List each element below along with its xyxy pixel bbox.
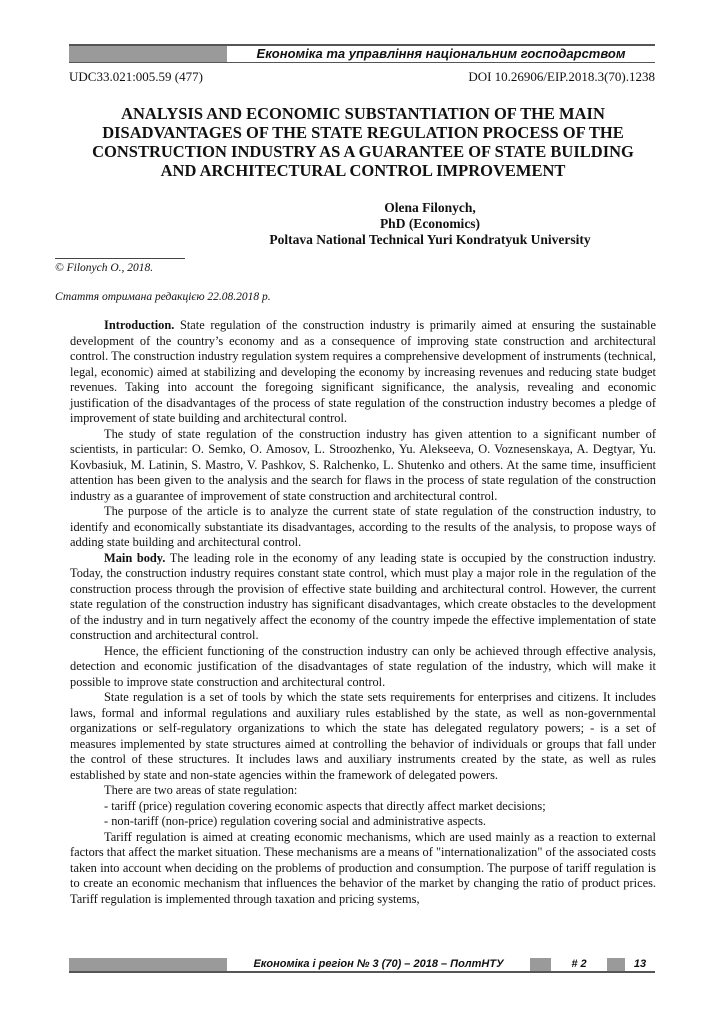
article-meta [69,69,655,85]
udc: UDC33.021:005.59 (477) [69,69,203,84]
paragraph: Hence, the efficient functioning of the construction industry can only be achieved through effective analysis, detection and economic justification of the disadvantages of state regulation of the industry, which will make it possible to improve state construction and architectural control. [70,643,656,689]
paragraph [70,318,656,427]
journal-section-title: Економіка та управління національним господарством [256,46,626,61]
paragraph: Tariff regulation is aimed at creating economic mechanisms, which are used mainly as a reaction to external factors that affect the market situation. These mechanisms are a means of "internationalization" of the associated costs taken into account when deciding on the problems of production and consumption. The purpose of tariff regulation is to create an economic mechanism that influences the behavior of the market by changing the ratio of product prices. Tariff regulation is implemented through taxation and pricing systems, [70,829,656,906]
footnote-rule [55,258,185,259]
article-title: ANALYSIS AND ECONOMIC SUBSTANTIATION OF THE MAIN DISADVANTAGES OF THE STATE REGULATION PROCESS OF THE CONSTRUCTION INDUSTRY AS A GUARANTEE OF STATE BUILDING AND ARCHITECTURAL CONTROL IMPROVEMENT [92,104,634,180]
copyright: © Filonych O., 2018. [55,262,154,274]
paragraph: There are two areas of state regulation: [104,783,298,797]
running-footer [69,958,655,973]
author-block [180,200,680,248]
author-affiliation: Poltava National Technical Yuri Kondratyuk University [269,232,591,247]
author-degree: PhD (Economics) [379,216,481,231]
article-body [70,318,656,907]
paragraph-text: State regulation of the construction industry is primarily aimed at ensuring the sustainable development of the country’s economy and as a consequence of improving state construction and architectural control. The construction industry regulation system requires a comprehensive development of instruments (technical, legal, economic) aimed at stabilizing and developing the economy by increasing revenues and reducing state budget revenues. Taking into account the foregoing significant significance, the analysis, revealing and economic justification of the disadvantages of the process of state regulation of the construction industry becomes a pledge of improvement of state building and architectural control. [70,318,656,425]
footer-journal: Економіка і регіон № 3 (70) – 2018 – ПолтНТУ [227,958,530,971]
section-heading: Main body. [104,550,166,565]
paragraph [70,551,656,644]
list-item: - tariff (price) regulation covering economic aspects that directly affect market decisions; [104,798,546,813]
footer-issue: # 2 [551,958,607,971]
paragraph: State regulation is a set of tools by which the state sets requirements for enterprises and citizens. It includes laws, formal and informal regulations and auxiliary rules established by the state, as well as non-governmental organizations or self-regulatory organizations to which the state has delegated regulatory powers; - is a set of measures implemented by state structures aimed at controlling the behavior of individuals or groups that fall under the control of these structures. It includes laws and auxiliary instruments created by the state, as well as rules established by state and non-state agencies within the framework of delegated powers. [70,690,656,782]
paragraph-text: The leading role in the economy of any leading state is occupied by the construction industry. Today, the construction industry requires constant state control, which must play a major role in the regulation of the construction process through the provision of effective state building and architectural control. However, the current state regulation of the construction industry has significant disadvantages, which create obstacles to the development of the industry and in turn negatively affect the economy of the country impede the effective implementation of state construction and architectural control. [70,550,656,642]
paragraph: The study of state regulation of the construction industry has given attention to a significant number of scientists, in particular: O. Semko, O. Amosov, L. Stroozhenko, Yu. Alekseeva, O. Voznesenskaya, A. Degtyar, Yu. Kovbasiuk, M. Latinin, S. Mastro, V. Pashkov, S. Ralchenko, L. Shutenko and others. At the same time, insufficient attention has been given to the analysis and the search for flaws in the process of state regulation of the construction industry as a guarantee of improvement of state construction and architectural control. [70,426,656,503]
paragraph: The purpose of the article is to analyze the current state of state regulation of the construction industry, to identify and economically substantiate its disadvantages, according to the results of the analysis, to propose ways of adding state building and architectural control. [70,504,656,549]
running-header [69,44,655,63]
received-date: Стаття отримана редакцією 22.08.2018 р. [55,291,271,303]
author-name: Olena Filonych, [384,200,476,215]
doi: DOI 10.26906/EIP.2018.3(70).1238 [468,69,655,84]
list-item: - non-tariff (non-price) regulation covering social and administrative aspects. [104,814,487,828]
page-number: 13 [625,958,655,971]
section-heading: Introduction. [104,318,175,332]
